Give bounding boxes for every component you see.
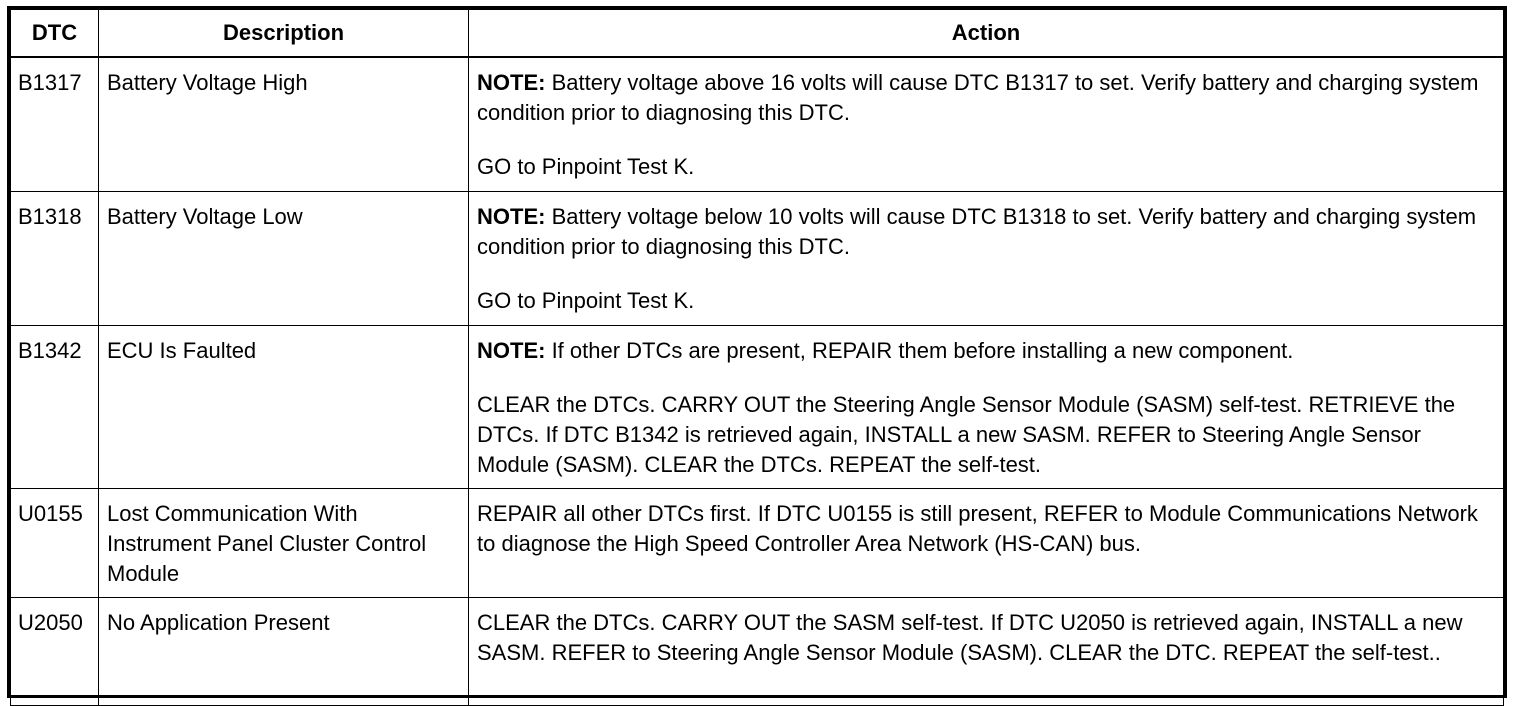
dtc-code: U0155: [11, 488, 99, 597]
note-label: NOTE:: [477, 337, 546, 363]
table-row: [11, 488, 1504, 597]
dtc-table: [10, 9, 1504, 706]
table-row: [11, 191, 1504, 325]
dtc-action: [469, 325, 1504, 488]
table-row: [11, 325, 1504, 488]
action-text: GO to Pinpoint Test K.: [477, 287, 695, 313]
action-text: CLEAR the DTCs. CARRY OUT the Steering Angle Sensor Module (SASM) self-test. RETRIEVE the DTCs. If DTC B1342 is retrieved again, INSTALL a new SASM. REFER to Steering Angle Sensor Module (SASM). CLEAR the DTCs. REPEAT the self-test.: [477, 391, 1456, 477]
dtc-description: Battery Voltage High: [99, 57, 469, 191]
action-text: CLEAR the DTCs. CARRY OUT the SASM self-test. If DTC U2050 is retrieved again, INSTALL a new SASM. REFER to Steering Angle Sensor Module (SASM). CLEAR the DTC. REPEAT the self-test..: [477, 609, 1463, 665]
dtc-action: [469, 597, 1504, 705]
dtc-code: B1342: [11, 325, 99, 488]
note-text: If other DTCs are present, REPAIR them before installing a new component.: [545, 337, 1294, 363]
header-dtc: DTC: [11, 10, 99, 58]
action-note: [477, 68, 1495, 128]
table-row: [11, 597, 1504, 705]
action-note: [477, 202, 1495, 262]
table-row: [11, 57, 1504, 191]
dtc-code: B1318: [11, 191, 99, 325]
action-text: GO to Pinpoint Test K.: [477, 154, 695, 179]
dtc-description: No Application Present: [99, 597, 469, 705]
action-text: REPAIR all other DTCs first. If DTC U0155 is still present, REFER to Module Communications Network to diagnose the High Speed Controller Area Network (HS-CAN) bus.: [477, 500, 1478, 556]
dtc-code: U2050: [11, 597, 99, 705]
dtc-description: Lost Communication With Instrument Panel Cluster Control Module: [99, 488, 469, 597]
table-header-row: [11, 10, 1504, 58]
header-action: Action: [469, 10, 1504, 58]
note-label: NOTE:: [477, 203, 546, 229]
note-label: NOTE:: [477, 70, 546, 95]
dtc-description: ECU Is Faulted: [99, 325, 469, 488]
dtc-table-frame: [7, 6, 1507, 698]
dtc-description: Battery Voltage Low: [99, 191, 469, 325]
note-text: Battery voltage below 10 volts will cause DTC B1318 to set. Verify battery and charging system condition prior to diagnosing this DTC.: [477, 203, 1477, 259]
header-description: Description: [99, 10, 469, 58]
dtc-action: [469, 191, 1504, 325]
dtc-code: B1317: [11, 57, 99, 191]
dtc-action: [469, 488, 1504, 597]
note-text: Battery voltage above 16 volts will cause DTC B1317 to set. Verify battery and charging system condition prior to diagnosing this DTC.: [477, 70, 1479, 125]
action-note: [477, 336, 1495, 366]
dtc-action: [469, 57, 1504, 191]
